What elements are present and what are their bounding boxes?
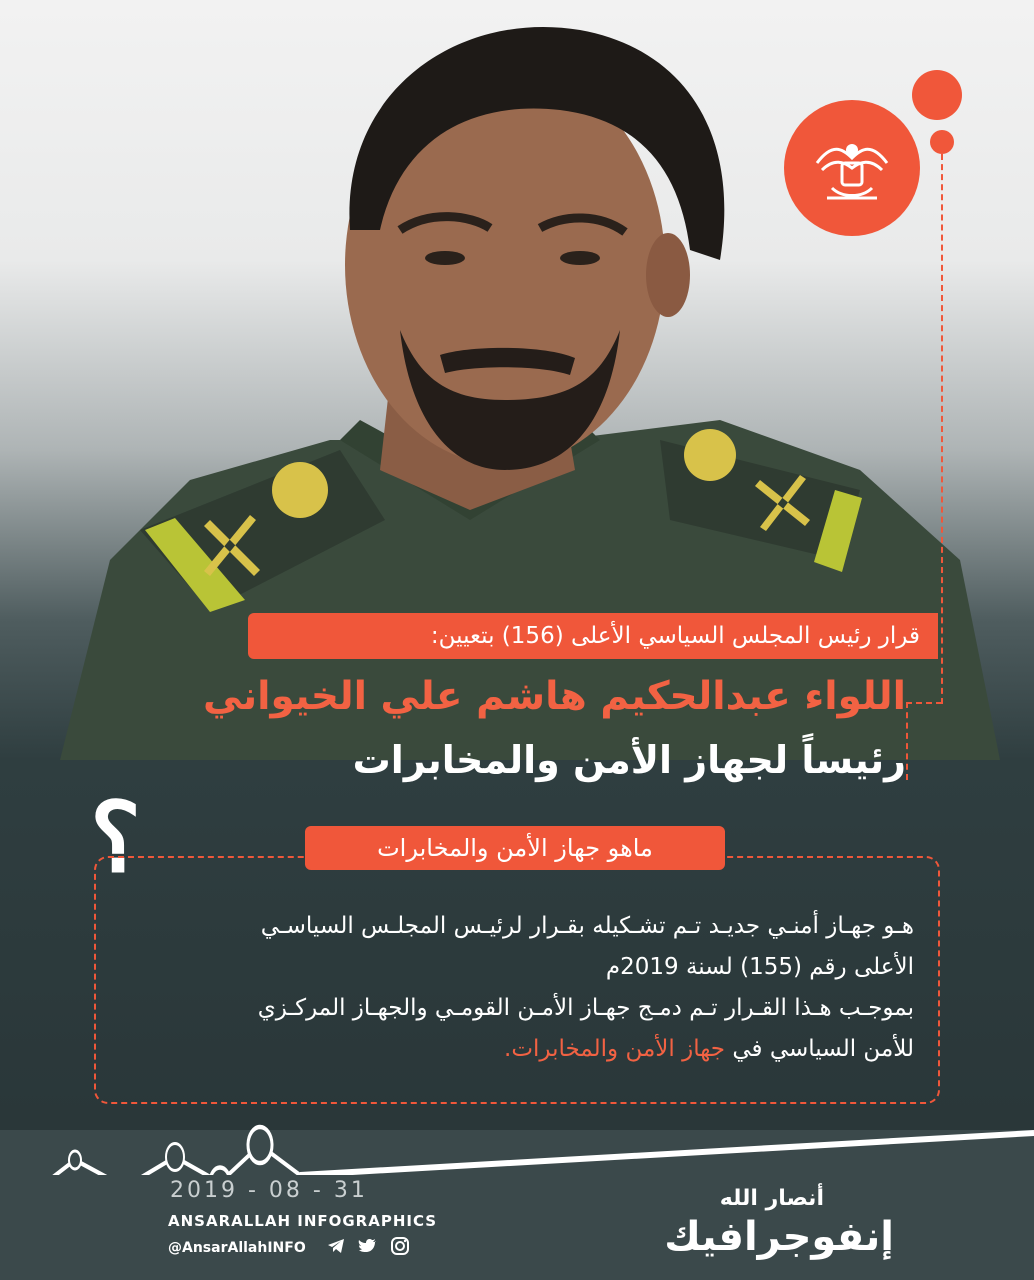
info-line-text: للأمن السياسي في [725,1036,914,1062]
decor-dashed-connector-vertical [906,702,908,780]
twitter-icon[interactable] [358,1236,378,1256]
telegram-icon[interactable] [326,1236,346,1256]
footer-timeline-decor [0,1115,1034,1175]
emblem-icon [784,100,920,236]
appointee-role: رئيساً لجهاز الأمن والمخابرات [352,738,906,782]
instagram-icon[interactable] [390,1236,410,1256]
info-label: ماهو جهاز الأمن والمخابرات [305,826,725,870]
info-highlight: جهاز الأمن والمخابرات. [504,1036,726,1062]
logo-ansarallah: أنصار الله [719,1186,824,1211]
question-mark: ؟ [90,781,141,894]
appointee-name: اللواء عبدالحكيم هاشم علي الخيواني [203,674,906,719]
logo-infographic: إنفوجرافيك [664,1214,894,1260]
info-line: بموجـب هـذا القـرار تـم دمـج جهـاز الأمـن القومـي والجهـاز المركـزي [257,995,914,1021]
info-line: الأعلى رقم (155) لسنة 2019م [605,954,914,980]
decor-circle-small [930,130,954,154]
info-line: هـو جهـاز أمنـي جديـد تـم تشـكيله بقـرار لرئيـس المجلـس السياسـي [260,913,914,939]
date-label: 2019 - 08 - 31 [170,1178,368,1203]
info-line [118,1029,914,1070]
brand-label: ANSARALLAH INFOGRAPHICS [168,1212,438,1230]
info-text [118,906,914,1070]
decor-dashed-line [941,154,943,704]
decor-dashed-connector [906,702,942,704]
social-handle: @AnsarAllahINFO [168,1240,306,1256]
decree-banner: قرار رئيس المجلس السياسي الأعلى (156) بتعيين: [248,613,938,659]
decor-circle-large [912,70,962,120]
